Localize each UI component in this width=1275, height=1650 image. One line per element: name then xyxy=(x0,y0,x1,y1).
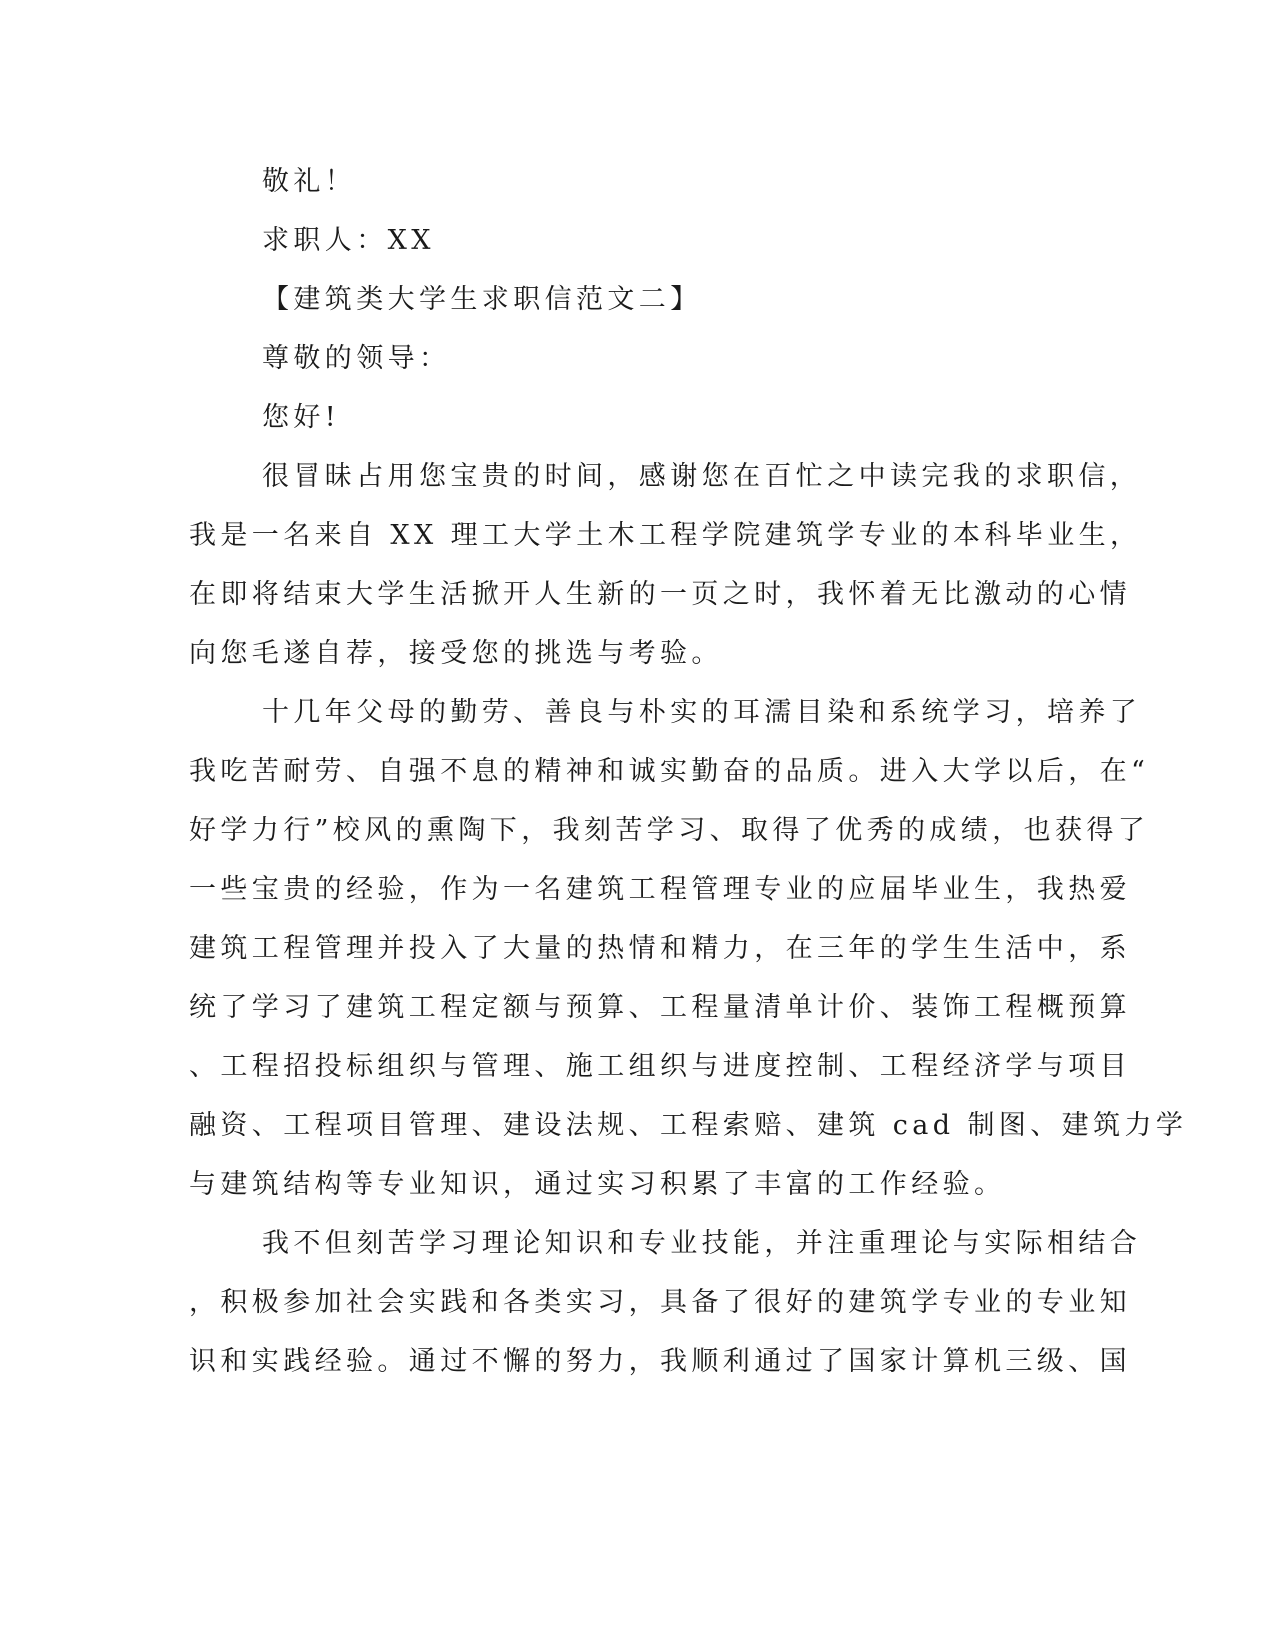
paragraph-line: 一些宝贵的经验，作为一名建筑工程管理专业的应届毕业生，我热爱 xyxy=(189,874,1131,905)
paragraph-line: 向您毛遂自荐，接受您的挑选与考验。 xyxy=(189,638,723,669)
paragraph-line: 融资、工程项目管理、建设法规、工程索赔、建筑 cad 制图、建筑力学 xyxy=(189,1110,1188,1141)
paragraph-line: 在即将结束大学生活掀开人生新的一页之时，我怀着无比激动的心情 xyxy=(189,579,1131,610)
greeting: 尊敬的领导： xyxy=(262,343,451,374)
paragraph-line: 十几年父母的勤劳、善良与朴实的耳濡目染和系统学习，培养了 xyxy=(262,697,1142,728)
signature-line: 求职人：XX xyxy=(262,225,435,256)
greeting-hello: 您好! xyxy=(262,402,341,433)
paragraph-line: 我吃苦耐劳、自强不息的精神和诚实勤奋的品质。进入大学以后，在“ xyxy=(189,756,1150,787)
paragraph-line: 与建筑结构等专业知识，通过实习积累了丰富的工作经验。 xyxy=(189,1169,1006,1200)
paragraph-line: ，积极参加社会实践和各类实习，具备了很好的建筑学专业的专业知 xyxy=(189,1287,1131,1318)
paragraph-line: 统了学习了建筑工程定额与预算、工程量清单计价、装饰工程概预算 xyxy=(189,992,1131,1023)
paragraph-line: 好学力行”校风的熏陶下，我刻苦学习、取得了优秀的成绩，也获得了 xyxy=(189,815,1150,846)
section-title: 【建筑类大学生求职信范文二】 xyxy=(262,284,702,315)
paragraph-line: 很冒昧占用您宝贵的时间，感谢您在百忙之中读完我的求职信， xyxy=(262,461,1142,492)
paragraph-line: 我是一名来自 XX 理工大学土木工程学院建筑学专业的本科毕业生， xyxy=(189,520,1142,551)
paragraph-line: 建筑工程管理并投入了大量的热情和精力，在三年的学生生活中，系 xyxy=(189,933,1131,964)
paragraph-line: 、工程招投标组织与管理、施工组织与进度控制、工程经济学与项目 xyxy=(189,1051,1131,1082)
paragraph-line: 识和实践经验。通过不懈的努力，我顺利通过了国家计算机三级、国 xyxy=(189,1346,1131,1377)
paragraph-line: 我不但刻苦学习理论知识和专业技能，并注重理论与实际相结合 xyxy=(262,1228,1142,1259)
closing-salutation: 敬礼！ xyxy=(262,166,357,197)
